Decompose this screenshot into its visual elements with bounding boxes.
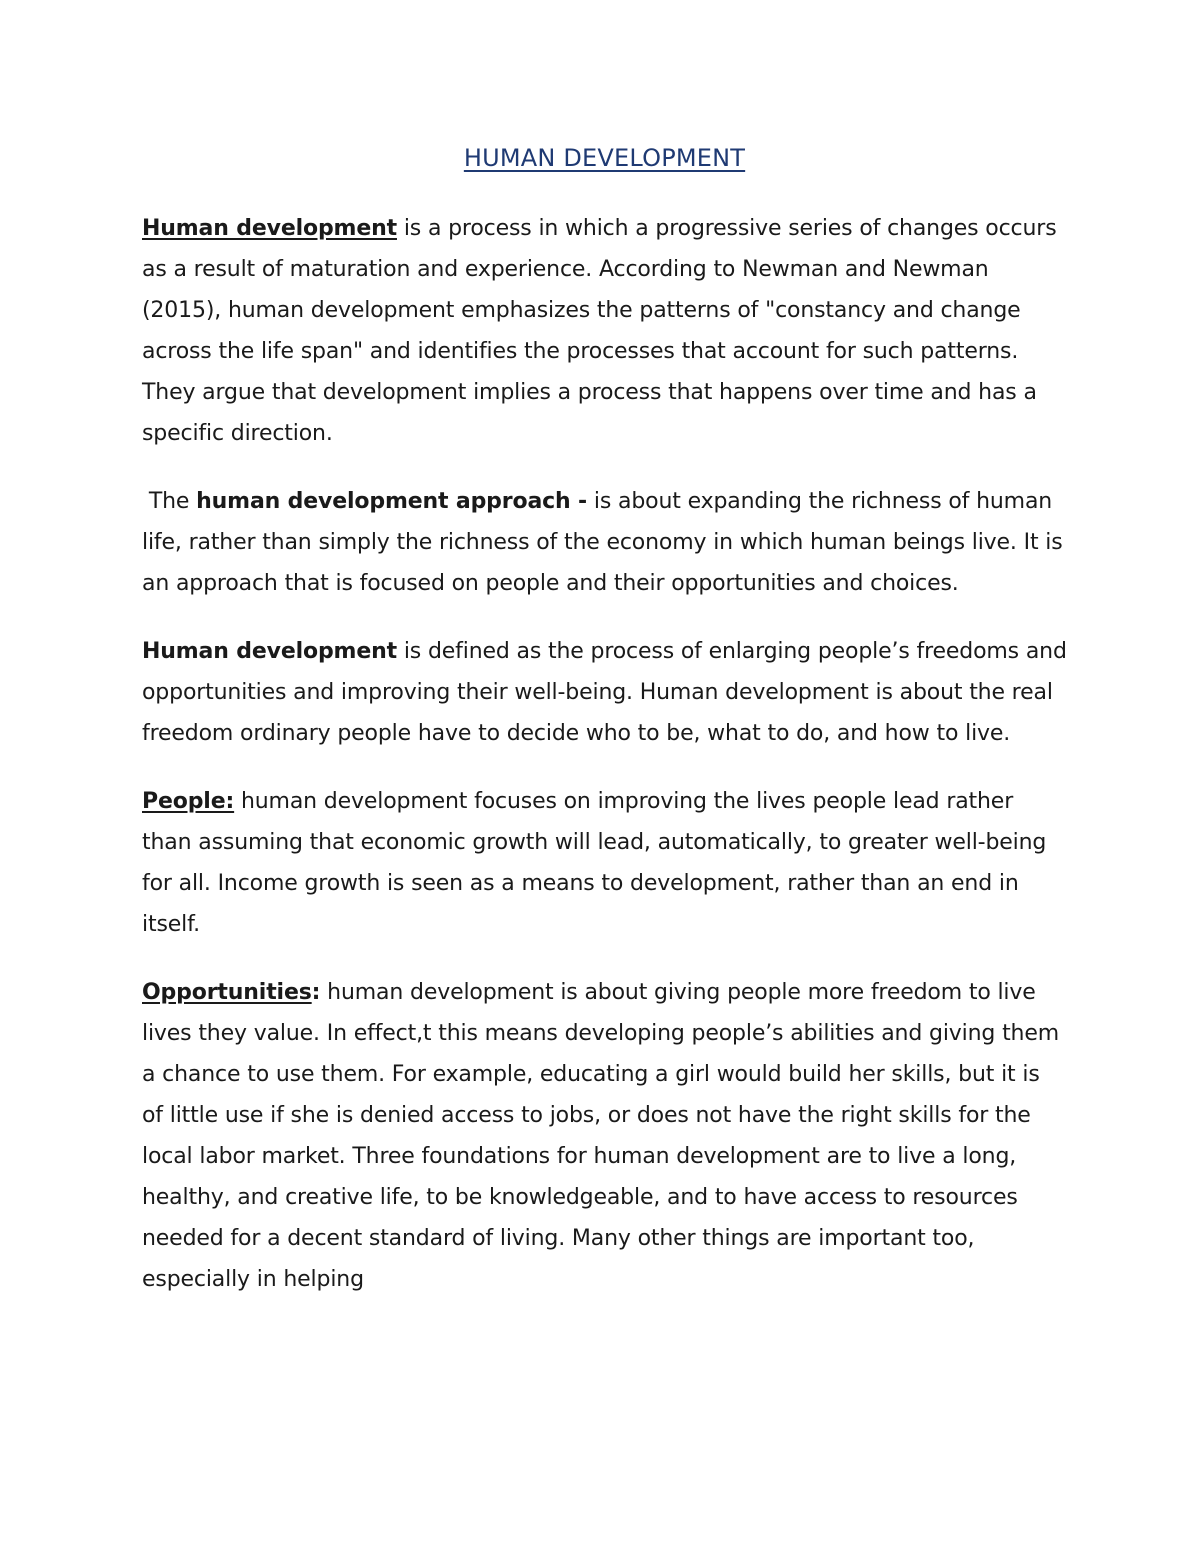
paragraph-definition bbox=[142, 208, 1067, 454]
document-body bbox=[142, 138, 1067, 1327]
paragraph-approach bbox=[142, 481, 1067, 604]
paragraph-text: human development is about giving people more freedom to live lives they value. In effect,t this means developing people’s abilities and giving them a chance to use them. For example, educating a girl would build her skills, but it is of little use if she is denied access to jobs, or does not have the right skills for the local labor market. Three foundations for human development are to live a long, healthy, and creative life, to be knowledgeable, and to have access to resources needed for a decent standard of living. Many other things are important too, especially in helping bbox=[142, 980, 1059, 1292]
paragraph-freedoms bbox=[142, 631, 1067, 754]
paragraph-opportunities bbox=[142, 972, 1067, 1300]
document-title: HUMAN DEVELOPMENT bbox=[463, 144, 746, 172]
paragraph-prefix: The bbox=[142, 489, 197, 514]
term-opportunities: Opportunities bbox=[142, 980, 312, 1005]
paragraph-people bbox=[142, 781, 1067, 945]
paragraph-text: is a process in which a progressive series of changes occurs as a result of maturation and experience. According to Newman and Newman (2015), human development emphasizes the patterns of "constancy and change across the life span" and identifies the processes that account for such patterns. They argue that development implies a process that happens over time and has a specific direction. bbox=[142, 216, 1057, 446]
paragraph-text: is about expanding the richness of human life, rather than simply the richness of the economy in which human beings live. It is an approach that is focused on people and their opportunities and choices. bbox=[142, 489, 1063, 596]
term-human-development-approach: human development approach - bbox=[196, 489, 588, 514]
paragraph-text: human development focuses on improving the lives people lead rather than assuming that economic growth will lead, automatically, to greater well-being for all. Income growth is seen as a means to development, rather than an end in itself. bbox=[142, 789, 1047, 937]
term-people: People: bbox=[142, 789, 235, 814]
term-human-development: Human development bbox=[142, 216, 397, 241]
paragraph-text: is defined as the process of enlarging people’s freedoms and opportunities and improving their well-being. Human development is about the real freedom ordinary people have to decide who to be, what to do, and how to live. bbox=[142, 639, 1067, 746]
term-colon: : bbox=[311, 980, 321, 1005]
term-human-development: Human development bbox=[142, 639, 397, 664]
